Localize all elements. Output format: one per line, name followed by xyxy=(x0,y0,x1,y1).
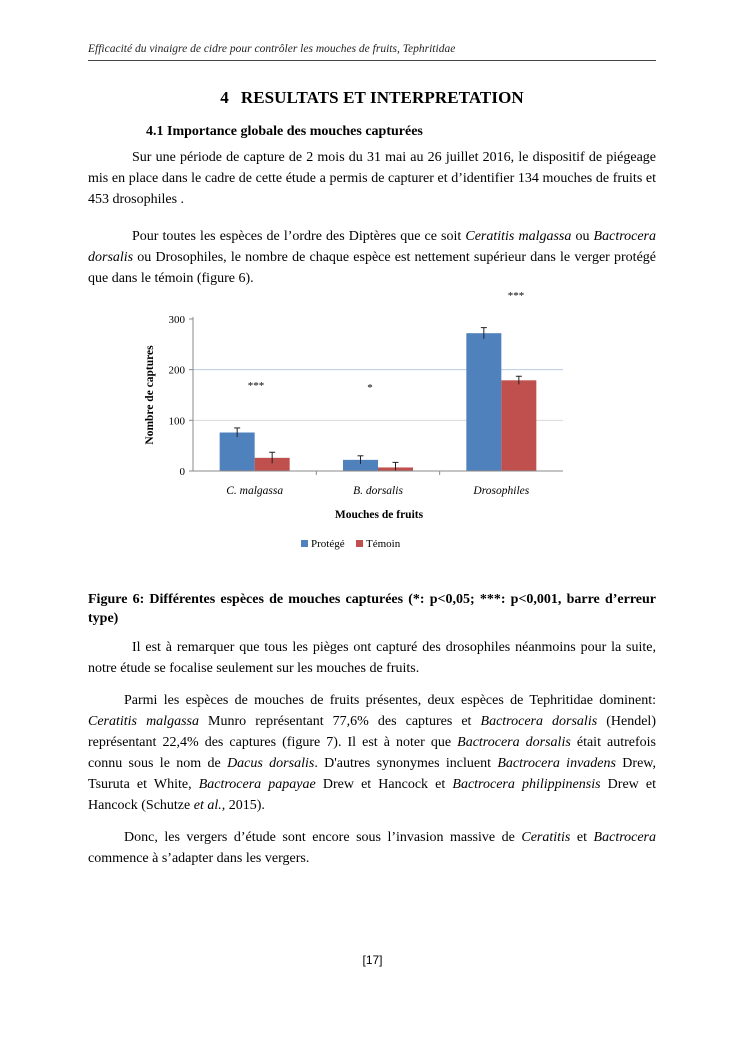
p5-genus-2: Bactrocera xyxy=(593,830,657,845)
y-tick-label: 300 xyxy=(168,314,185,326)
figure-caption: Figure 6: Différentes espèces de mouches capturées (*: p<0,05; ***: p<0,001, barre d’erreur type) xyxy=(88,592,656,626)
p4-species-7: Bactrocera philippinensis xyxy=(452,777,601,792)
y-tick-label: 100 xyxy=(168,415,185,428)
chart-x-ticks xyxy=(226,471,530,497)
bar xyxy=(501,380,536,471)
significance-label: * xyxy=(367,382,373,394)
p4-species-3: Bactrocera dorsalis xyxy=(457,735,571,750)
subsection-title: 4.1 Importance globale des mouches capturées xyxy=(146,124,423,139)
p4-text-q: 2015). xyxy=(225,798,265,813)
header-divider xyxy=(88,60,656,61)
chart-y-ticks xyxy=(169,314,194,478)
p2-text-c: ou xyxy=(571,229,594,244)
paragraph-2 xyxy=(88,226,656,289)
x-tick-label: C. malgassa xyxy=(226,485,284,497)
p5-genus-1: Ceratitis xyxy=(521,830,571,845)
p4-species-6: Bactrocera papayae xyxy=(198,777,316,792)
p4-text-e: (Hendel) représentant 22,4% des captures (figure 7). Il est à noter que xyxy=(88,714,656,750)
p2-species-1: Ceratitis malgassa xyxy=(465,229,572,244)
chart-bars xyxy=(220,333,537,471)
x-tick-label: B. dorsalis xyxy=(353,485,403,497)
p5-text-e: commence à s’adapter dans les vergers. xyxy=(88,851,310,866)
p4-et-al: et al., xyxy=(193,798,226,813)
legend-label: Témoin xyxy=(366,538,401,550)
page-number: [17] xyxy=(362,953,383,967)
p4-species-5: Bactrocera invadens xyxy=(497,756,616,771)
p4-text-a: Parmi les espèces de mouches de fruits présentes, deux espèces de Tephritidae dominent: xyxy=(124,693,656,708)
p4-text-i: . D'autres synonymes incluent xyxy=(314,756,498,771)
significance-label: *** xyxy=(507,290,525,302)
p2-text-a: Pour toutes les espèces de l’ordre des Diptères que ce soit xyxy=(132,229,466,244)
paragraph-1: Sur une période de capture de 2 mois du 31 mai au 26 juillet 2016, le dispositif de piégeage mis en place dans le cadre de cette étude a permis de capturer et d’identifier 134 mouches de fruits et 453 drosophiles . xyxy=(88,150,656,207)
paragraph-4 xyxy=(88,690,656,816)
p4-species-4: Dacus dorsalis xyxy=(227,756,315,771)
legend-swatch xyxy=(356,540,363,547)
y-tick-label: 0 xyxy=(179,466,185,478)
x-tick-label: Drosophiles xyxy=(473,485,530,497)
x-axis-label: Mouches de fruits xyxy=(334,509,424,521)
running-header: Efficacité du vinaigre de cidre pour contrôler les mouches de fruits, Tephritidae xyxy=(88,43,456,55)
p4-text-c: Munro représentant 77,6% des captures et xyxy=(198,714,481,729)
section-number: 4 xyxy=(220,88,229,107)
legend-swatch xyxy=(301,540,308,547)
chart-legend xyxy=(301,538,401,550)
p4-text-g: était autrefois connu sous le nom de xyxy=(88,735,657,771)
p4-text-o: Drew et Hancock (Schutze xyxy=(88,777,656,813)
p5-text-c: et xyxy=(570,830,594,845)
bar-chart xyxy=(130,285,590,565)
section-title-text: RESULTATS ET INTERPRETATION xyxy=(240,88,524,107)
p5-text-a: Donc, les vergers d’étude sont encore sous l’invasion massive de xyxy=(124,830,522,845)
p2-text-e: ou Drosophiles, le nombre de chaque espèce est nettement supérieur dans le verger protégé que dans le témoin (figure 6). xyxy=(88,250,656,286)
chart-svg xyxy=(130,285,590,565)
paragraph-3: Il est à remarquer que tous les pièges ont capturé des drosophiles néanmoins pour la suite, notre étude se focalise seulement sur les mouches de fruits. xyxy=(88,640,656,676)
paragraph-5 xyxy=(88,827,656,869)
y-tick-label: 200 xyxy=(168,364,185,377)
p4-species-2: Bactrocera dorsalis xyxy=(480,714,598,729)
section-title xyxy=(88,88,656,108)
p2-species-2: Bactrocera dorsalis xyxy=(88,229,657,265)
bar xyxy=(466,333,501,471)
legend-label: Protégé xyxy=(311,538,345,550)
bar xyxy=(220,432,255,471)
p4-text-m: Drew et Hancock et xyxy=(315,777,453,792)
significance-label: *** xyxy=(247,380,265,392)
y-axis-label: Nombre de captures xyxy=(144,345,156,445)
p4-text-k: Drew, Tsuruta et White, xyxy=(88,756,656,792)
p4-species-1: Ceratitis malgassa xyxy=(88,714,199,729)
